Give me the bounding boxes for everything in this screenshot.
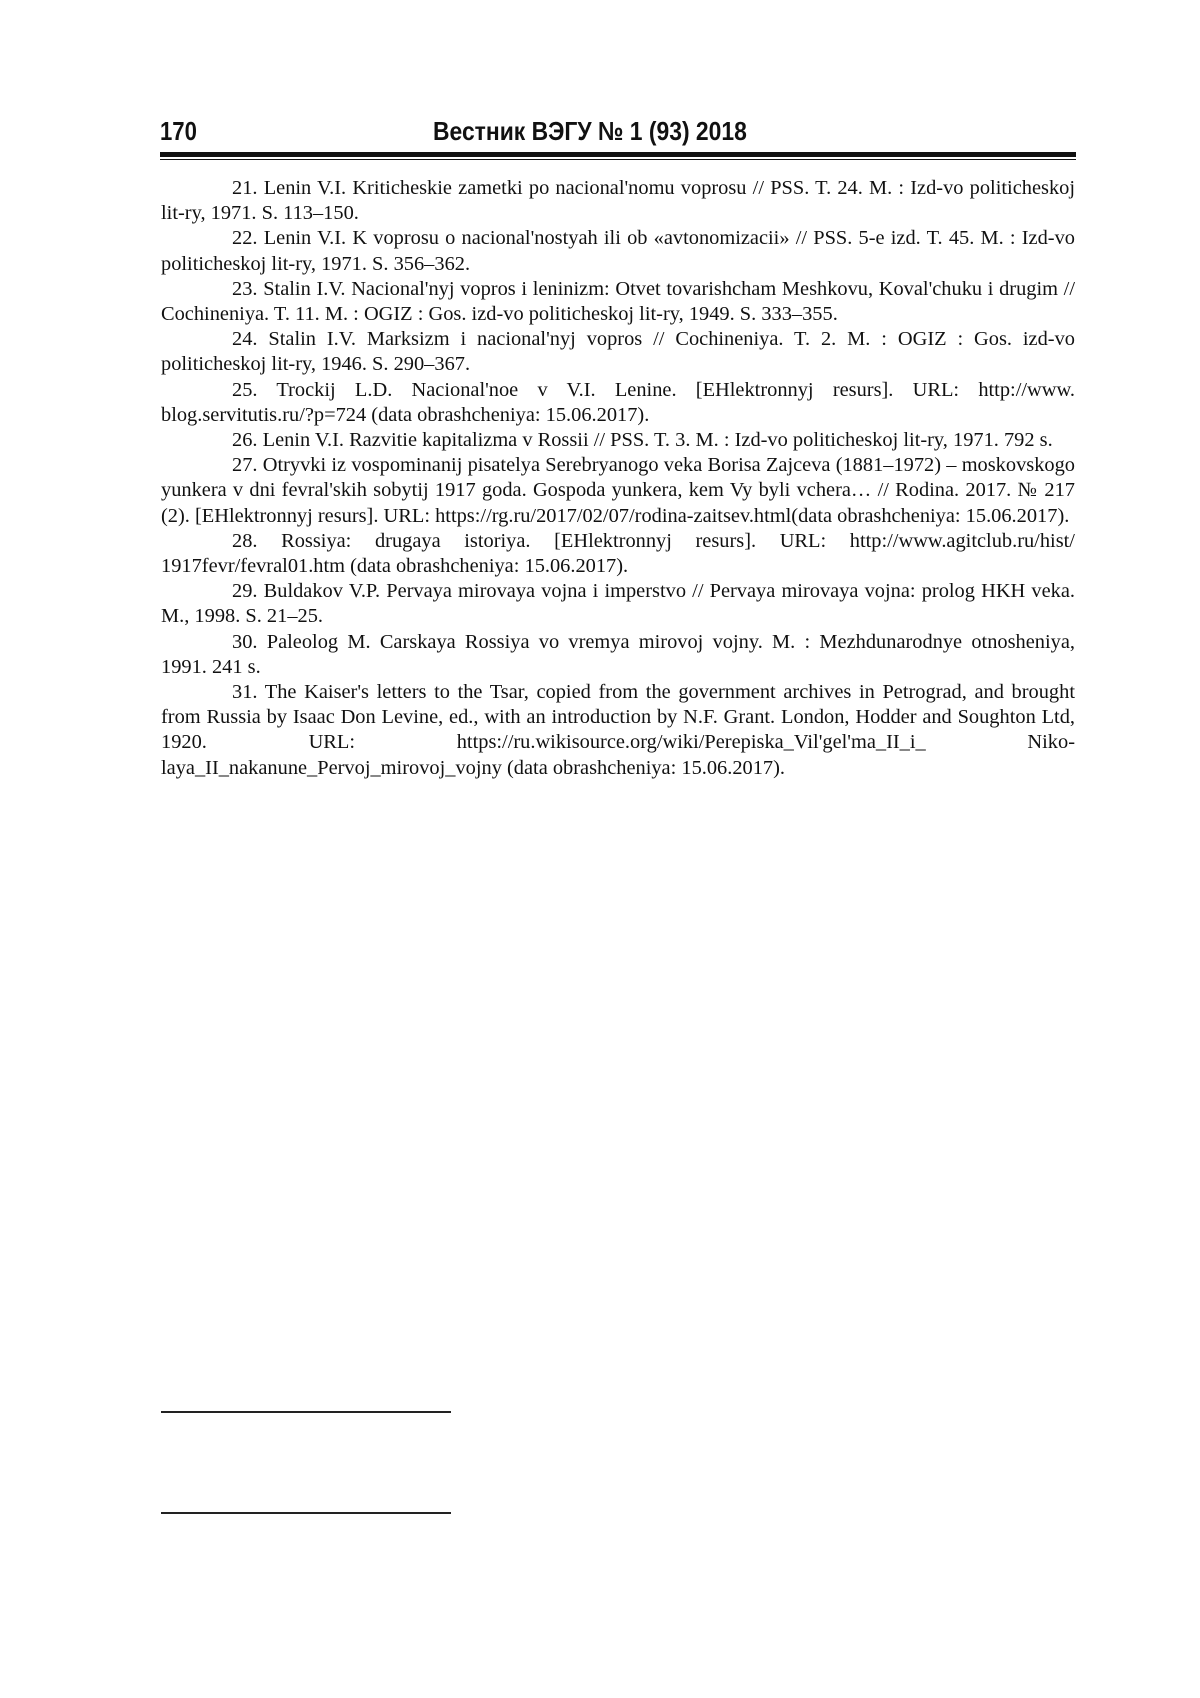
- reference-item: [161, 630, 1075, 680]
- reference-text: Trockij L.D. Nacional'noe v V.I. Lenine. [EHlektronnyj resurs]. URL: http://www.​blog.servitutis.ru/?p=724 (data obrashcheniya: 15.06.2017).: [161, 378, 1075, 426]
- reference-text: Rossiya: drugaya istoriya. [EHlektronnyj resurs]. URL: http://www.agitclub.ru/hist/​1917fevr/fevral01.htm (data obrashcheniya: 15.06.2017).: [161, 529, 1075, 578]
- reference-number: 26.: [232, 429, 258, 452]
- reference-number: 28.: [232, 529, 258, 552]
- footnote-separator: [161, 1512, 451, 1514]
- reference-text: Stalin I.V. Marksizm i nacional'nyj vopros // Cochineniya. T. 2. M. : OGIZ : Gos. izd-vo politicheskoj lit-ry, 1946. S. 290–367.: [161, 328, 1075, 376]
- reference-number: 29.: [232, 580, 258, 603]
- reference-item: [161, 327, 1075, 377]
- reference-item: [161, 453, 1075, 529]
- reference-text: The Kaiser's letters to the Tsar, copied from the government archives in Petrograd, and brought from Russia by Isaac Don Levine, ed., with an introduction by N.F. Grant. London, Hodder and Soughton Ltd, 1920. URL: https://ru.wikisource.org/wiki/Perepiska_Vil'gel'ma_II_i_ Nikolaya_II_nakanune_Pervoj_mirovoj_vojny (data obrashcheniya: 15.06.2017).: [161, 681, 1075, 779]
- header-rule-thick: [160, 152, 1076, 157]
- reference-number: 23.: [232, 277, 258, 300]
- reference-number: 21.: [232, 177, 258, 199]
- reference-item: [161, 428, 1075, 453]
- reference-item: [161, 378, 1075, 428]
- reference-item: [161, 680, 1075, 781]
- reference-text: Lenin V.I. Kriticheskie zametki po nacional'nomu voprosu // PSS. T. 24. M. : Izd-vo politicheskoj lit-ry, 1971. S. 113–150.: [161, 177, 1075, 225]
- reference-number: 24.: [232, 328, 258, 351]
- footnote-separator: [161, 1411, 451, 1413]
- reference-item: [161, 277, 1075, 327]
- header-rule-thin: [160, 159, 1076, 160]
- reference-text: Lenin V.I. K voprosu o nacional'nostyah ili ob «avtonomizacii» // PSS. 5-e izd. T. 45. M. : Izd-vo politicheskoj lit-ry, 1971. S. 356–362.: [161, 227, 1075, 275]
- reference-item: [161, 226, 1075, 276]
- reference-item: [161, 176, 1075, 226]
- reference-number: 30.: [232, 630, 258, 653]
- reference-number: 22.: [232, 227, 258, 250]
- page-header: [160, 116, 1076, 150]
- reference-item: [161, 579, 1075, 629]
- reference-text: Paleolog M. Carskaya Rossiya vo vremya mirovoj vojny. M. : Mezhdunarodnye otnosheniya, 1991. 241 s.: [161, 630, 1075, 678]
- journal-title: Вестник ВЭГУ № 1 (93) 2018: [433, 116, 747, 146]
- reference-number: 25.: [232, 378, 258, 401]
- reference-text: Lenin V.I. Razvitie kapitalizma v Rossii // PSS. T. 3. M. : Izd-vo politicheskoj lit-ry, 1971. 792 s.: [262, 429, 1053, 452]
- reference-number: 31.: [232, 681, 258, 704]
- reference-list: [161, 176, 1075, 781]
- reference-number: 27.: [232, 454, 258, 477]
- page-number: 170: [160, 116, 197, 146]
- reference-text: Otryvki iz vospominanij pisatelya Serebryanogo veka Borisa Zajceva (1881–1972) – moskovskogo yunkera v dni fevral'skih sobytij 1917 goda. Gospoda yunkera, kem Vy byli vchera… // Rodina. 2017. № 217 (2). [EHlektronnyj resurs]. URL: https://rg.ru/2017/02/07/rodina-​zaitsev.html(data obrashcheniya: 15.06.2017).: [161, 454, 1075, 527]
- reference-text: Stalin I.V. Nacional'nyj vopros i leninizm: Otvet tovarishcham Meshkovu, Koval'chuku i drugim // Cochineniya. T. 11. M. : OGIZ : Gos. izd-vo politicheskoj lit-ry, 1949. S. 333–355.: [161, 277, 1076, 326]
- reference-text: Buldakov V.P. Pervaya mirovaya vojna i imperstvo // Pervaya mirovaya vojna: prolog HKH veka. M., 1998. S. 21–25.: [161, 580, 1075, 628]
- reference-item: [161, 529, 1075, 579]
